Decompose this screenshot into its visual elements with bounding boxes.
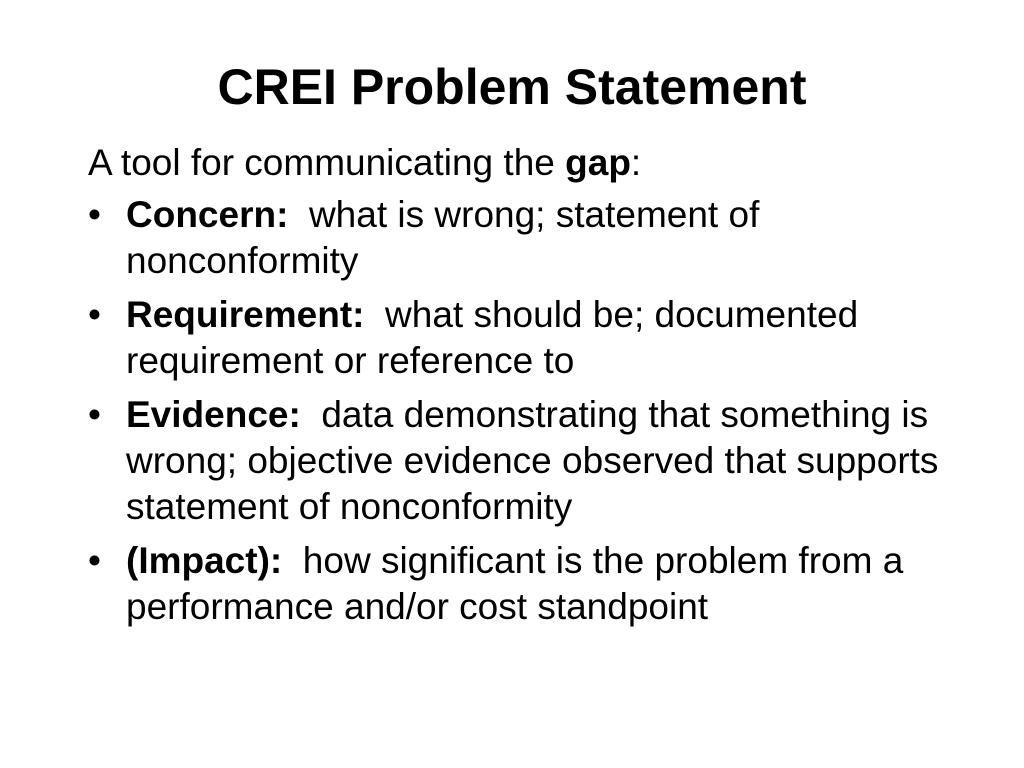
bullet-text: data demonstrating that something is wrong; objective evidence observed that supports statement of nonconformity — [126, 394, 949, 527]
slide-body — [88, 140, 968, 638]
bullet-item-evidence — [88, 392, 968, 530]
bullet-text: what should be; documented requirement or reference to — [126, 294, 869, 381]
bullet-item-impact — [88, 538, 968, 630]
bullet-term: Concern: — [126, 194, 289, 235]
bullet-text: what is wrong; statement of nonconformity — [126, 194, 770, 281]
bullet-dot-icon: • — [88, 394, 101, 435]
bullet-term: (Impact): — [126, 540, 283, 581]
intro-prefix: A tool for communicating the — [88, 142, 566, 183]
intro-bold-word: gap — [565, 142, 631, 183]
intro-line — [88, 140, 968, 186]
bullet-list — [88, 192, 968, 630]
bullet-item-requirement — [88, 292, 968, 384]
bullet-term: Requirement: — [126, 294, 365, 335]
bullet-dot-icon: • — [88, 194, 101, 235]
bullet-dot-icon: • — [88, 294, 101, 335]
bullet-text: how significant is the problem from a performance and/or cost standpoint — [126, 540, 914, 627]
bullet-term: Evidence: — [126, 394, 301, 435]
slide-title: CREI Problem Statement — [217, 59, 807, 115]
intro-suffix: : — [630, 142, 642, 183]
bullet-dot-icon: • — [88, 540, 101, 581]
bullet-item-concern — [88, 192, 968, 284]
